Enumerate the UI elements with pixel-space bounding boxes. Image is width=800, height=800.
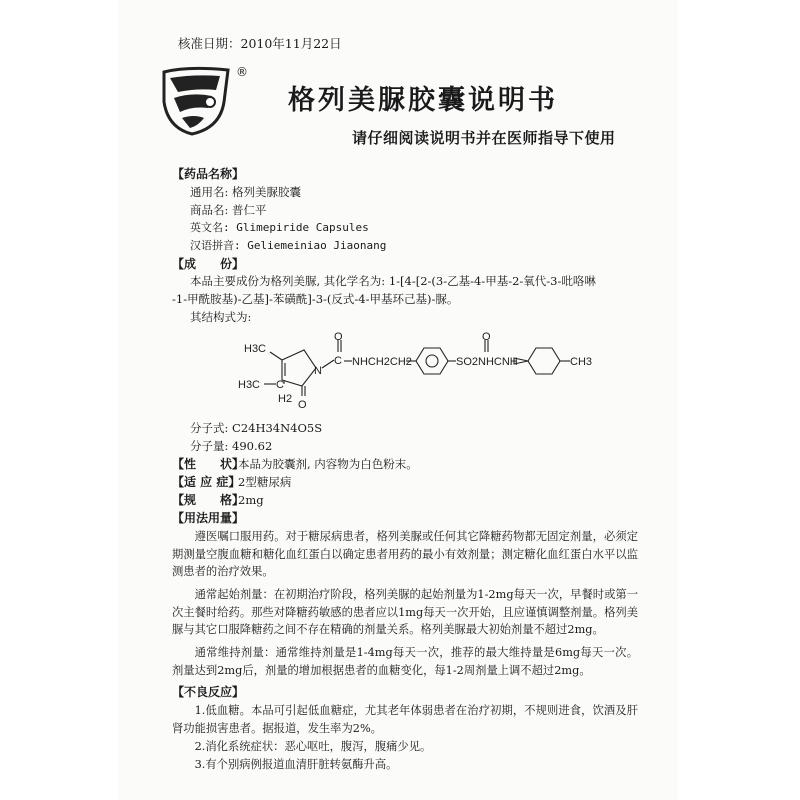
generic-name: 通用名: 格列美脲胶囊 (190, 185, 302, 199)
appearance-text: 本品为胶囊剂, 内容物为白色粉末。 (238, 457, 418, 471)
adverse-item-1: 1.低血糖。本品可引起低血糖症，尤其老年体弱患者在治疗初期，不规则进食，饮酒及肝肾功能损害患者。据报道，发生率为2%。 (172, 704, 638, 735)
section-adverse-header: 【不良反应】 (172, 685, 245, 699)
dosage-paragraph-1: 遵医嘱口服用药。对于糖尿病患者，格列美脲或任何其它降糖药物都无固定剂量，必须定期测量空腹血糖和糖化血红蛋白以确定患者用药的最小有效剂量；测定糖化血红蛋白水平以监测患者的治疗效果。 (172, 530, 638, 578)
dosage-paragraph-3: 通常维持剂量：通常维持剂量是1-4mg每天一次，推荐的最大维持量是6mg每天一次。剂量达到2mg后，剂量的增加根据患者的血糖变化，每1-2周剂量上调不超过2mg。 (172, 646, 638, 677)
label-h3c-top: H3C (244, 343, 267, 355)
label-o-urea: O (482, 331, 491, 343)
molecular-weight: 分子量: 490.62 (190, 439, 273, 453)
label-c-ethyl: C (276, 379, 284, 391)
dosage-paragraph-2: 通常起始剂量：在初期治疗阶段，格列美脲的起始剂量为1-2mg每天一次，早餐时或第一次主餐时给药。那些对降糖药敏感的患者应以1mg每天一次开始，且应谨慎调整剂量。格列美脲与其它口服降糖药之间不存在精确的剂量关系。格列美脲最大初始剂量不超过2mg。 (172, 588, 638, 636)
indication-text: 2型糖尿病 (238, 475, 292, 489)
document-title: 格列美脲胶囊说明书 (288, 85, 558, 116)
label-o-ring: O (298, 399, 307, 411)
composition-line-2: -1-甲酰胺基)-乙基]-苯磺酰]-3-(反式-4-甲基环己基)-脲。 (172, 292, 459, 306)
label-h3c-left: H3C (238, 379, 261, 391)
structure-intro: 其结构式为: (190, 310, 252, 324)
structural-formula (238, 330, 598, 420)
trade-name: 商品名: 普仁平 (190, 203, 267, 217)
adverse-item-2: 2.消化系统症状：恶心呕吐，腹泻，腹痛少见。 (194, 740, 432, 753)
composition-line-1: 本品主要成份为格列美脲, 其化学名为: 1-[4-[2-(3-乙基-4-甲基-2-氧代-3-吡咯啉 (190, 274, 596, 288)
registered-mark: ® (236, 65, 248, 79)
label-amide-chain: NHCH2CH2 (352, 356, 412, 368)
section-appearance-header: 【性 状】 (172, 457, 245, 471)
approval-date: 核准日期：2010年11月22日 (178, 36, 342, 51)
adverse-item-3: 3.有个别病例报道血清肝脏转氨酶升高。 (194, 758, 398, 771)
label-ch3: CH3 (570, 356, 593, 368)
label-c-link: C (334, 355, 342, 367)
document-subtitle: 请仔细阅读说明书并在医师指导下使用 (352, 129, 616, 147)
label-o-carbonyl: O (334, 331, 343, 343)
section-drug-name-header: 【药品名称】 (172, 167, 245, 181)
label-n: N (314, 365, 322, 377)
brand-logo (158, 62, 258, 142)
molecular-formula: 分子式: C24H34N4O5S (190, 421, 323, 435)
label-sulfonyl-urea: SO2NHCNH (456, 356, 518, 368)
section-indication-header: 【适 应 症】 (172, 475, 241, 489)
pinyin-name: 汉语拼音: Geliemeiniao Jiaonang (190, 239, 387, 252)
english-name: 英文名: Glimepiride Capsules (190, 221, 369, 234)
section-specification-header: 【规 格】 (172, 493, 245, 507)
specification-text: 2mg (238, 493, 264, 507)
section-dosage-header: 【用法用量】 (172, 511, 245, 525)
section-composition-header: 【成 份】 (172, 257, 245, 271)
label-h2: H2 (278, 393, 293, 405)
